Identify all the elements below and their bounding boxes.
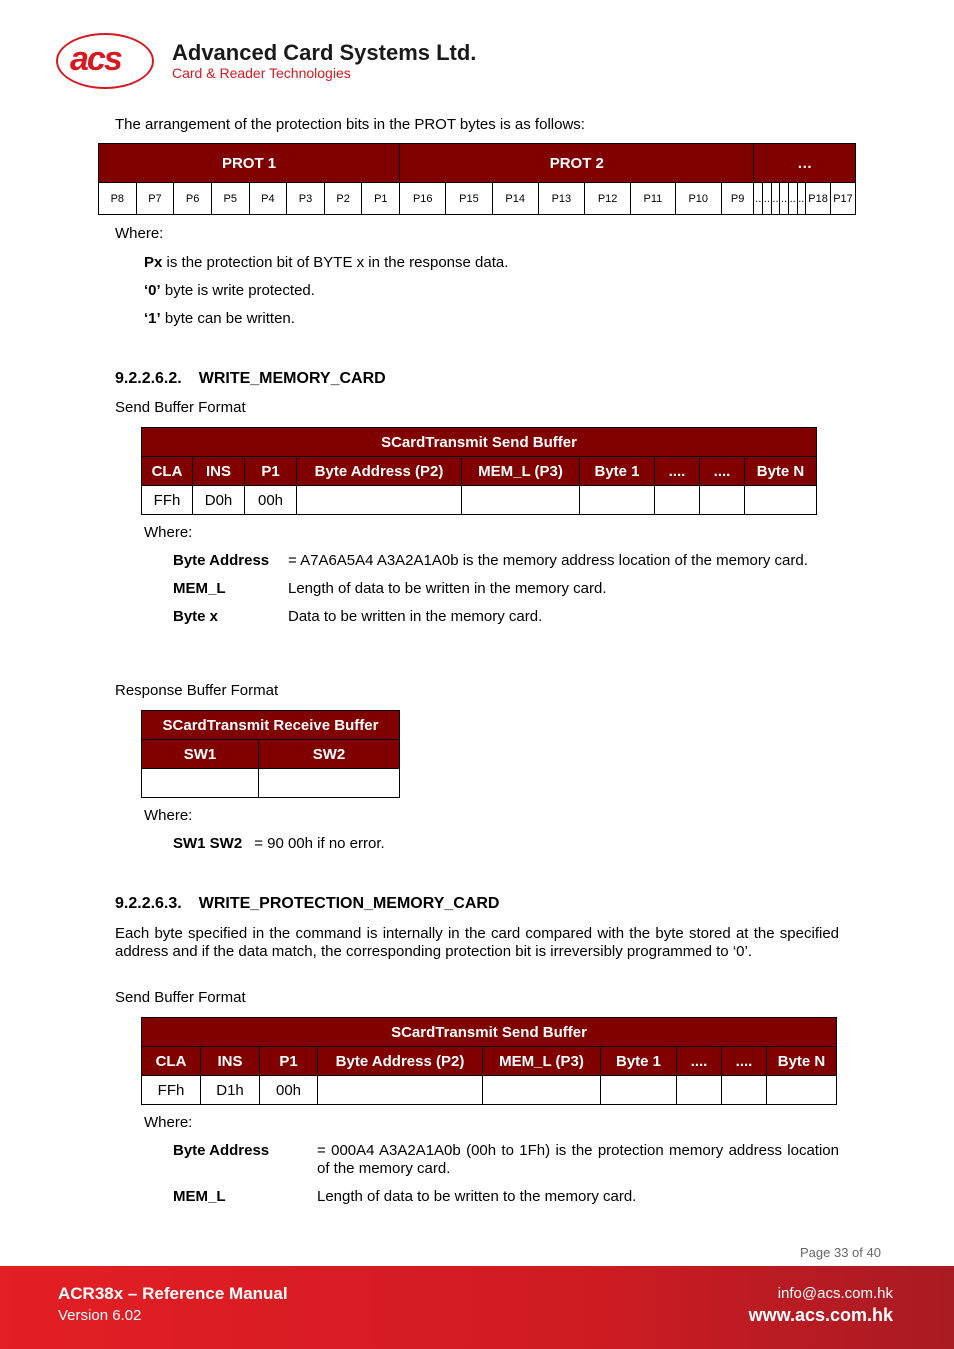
where-line-0: ‘0’ byte is write protected. — [144, 282, 315, 299]
prot-bit-cell: .. — [754, 183, 763, 215]
table-cell — [297, 486, 462, 515]
column-header: P1 — [245, 457, 297, 486]
company-tagline: Card & Reader Technologies — [172, 65, 351, 81]
table-cell — [677, 1076, 722, 1105]
table-cell — [318, 1076, 483, 1105]
send-buffer-title: SCardTransmit Send Buffer — [142, 1018, 837, 1047]
table-cell — [601, 1076, 677, 1105]
send-buffer-label: Send Buffer Format — [115, 399, 246, 416]
column-header: CLA — [142, 457, 193, 486]
prot-bit-cell: P3 — [287, 183, 325, 215]
table-cell — [483, 1076, 601, 1105]
prot-bit-cell: P17 — [830, 183, 855, 215]
prot-bit-cell: P6 — [174, 183, 212, 215]
column-header: Byte Address (P2) — [297, 457, 462, 486]
table-cell — [580, 486, 655, 515]
prot-bit-cell: P8 — [99, 183, 137, 215]
definitions-2 — [173, 1142, 839, 1206]
prot-group-3: … — [754, 144, 856, 183]
column-header: Byte 1 — [601, 1047, 677, 1076]
table-cell: FFh — [142, 1076, 201, 1105]
company-name: Advanced Card Systems Ltd. — [172, 40, 477, 65]
prot-bit-cell: P15 — [446, 183, 492, 215]
column-header: CLA — [142, 1047, 201, 1076]
cell-sw1 — [142, 769, 259, 798]
prot-bit-cell: P14 — [492, 183, 538, 215]
column-header: Byte N — [745, 457, 817, 486]
column-header: Byte Address (P2) — [318, 1047, 483, 1076]
acs-logo: acs — [70, 40, 121, 78]
section-paragraph: Each byte specified in the command is internally in the card compared with the byte stored at the specified address and if the data match, the corresponding protection bit is irreversibly programmed to ‘0’. — [115, 925, 839, 960]
column-header: .... — [700, 457, 745, 486]
column-header: .... — [655, 457, 700, 486]
col-sw2: SW2 — [259, 740, 400, 769]
receive-buffer-title: SCardTransmit Receive Buffer — [142, 711, 400, 740]
prot-bit-cell: .. — [788, 183, 797, 215]
table-cell — [767, 1076, 837, 1105]
table-cell: D1h — [201, 1076, 260, 1105]
column-header: .... — [677, 1047, 722, 1076]
definition-row: MEM_L Length of data to be written to the memory card. — [173, 1188, 637, 1205]
section-heading-write-memory: 9.2.2.6.2. WRITE_MEMORY_CARD — [115, 370, 386, 387]
prot-bit-cell: P7 — [136, 183, 174, 215]
where-label: Where: — [144, 1114, 193, 1131]
send-buffer-table-2 — [141, 1017, 837, 1105]
prot-group-1: PROT 1 — [99, 144, 400, 183]
prot-bit-cell: P18 — [806, 183, 831, 215]
footer-email-link[interactable]: info@acs.com.hk — [777, 1285, 893, 1302]
prot-bit-cell: P4 — [249, 183, 287, 215]
prot-bit-cell: P13 — [538, 183, 584, 215]
page-number: Page 33 of 40 — [800, 1245, 881, 1260]
sw-definition: SW1 SW2 = 90 00h if no error. — [173, 835, 385, 852]
column-header: Byte N — [767, 1047, 837, 1076]
table-cell: 00h — [260, 1076, 318, 1105]
definition-row: Byte Address = A7A6A5A4 A3A2A1A0b is the memory address location of the memory card. — [173, 552, 808, 569]
column-header: Byte 1 — [580, 457, 655, 486]
prot-bit-cell: P12 — [585, 183, 631, 215]
response-buffer-label: Response Buffer Format — [115, 682, 279, 699]
intro-text: The arrangement of the protection bits in the PROT bytes is as follows: — [115, 116, 585, 133]
footer-doc-title: ACR38x – Reference Manual — [58, 1284, 288, 1303]
prot-bit-cell: P10 — [675, 183, 721, 215]
prot-bit-cell: P16 — [400, 183, 446, 215]
prot-bit-cell: P11 — [631, 183, 675, 215]
table-cell — [655, 486, 700, 515]
table-cell — [745, 486, 817, 515]
definition-row: Byte Address = 000A4 A3A2A1A0b (00h to 1Fh) is the protection memory address location of the memory card. — [173, 1142, 839, 1177]
footer-version: Version 6.02 — [58, 1307, 142, 1324]
definition-row: Byte x Data to be written in the memory card. — [173, 608, 543, 625]
prot-bit-cell: P2 — [324, 183, 362, 215]
where-label: Where: — [144, 524, 193, 541]
column-header: MEM_L (P3) — [483, 1047, 601, 1076]
prot-bit-cell: P5 — [211, 183, 249, 215]
prot-bit-cell: .. — [797, 183, 806, 215]
table-cell — [722, 1076, 767, 1105]
cell-sw2 — [259, 769, 400, 798]
table-cell: FFh — [142, 486, 193, 515]
table-cell: 00h — [245, 486, 297, 515]
prot-bit-cell: .. — [771, 183, 780, 215]
where-label: Where: — [115, 225, 164, 242]
definition-row: MEM_L Length of data to be written in the memory card. — [173, 580, 607, 597]
table-cell — [462, 486, 580, 515]
where-line-px: Px is the protection bit of BYTE x in the response data. — [144, 254, 509, 271]
prot-bit-cell: P9 — [721, 183, 754, 215]
prot-bit-cell: P1 — [362, 183, 400, 215]
prot-bit-cell: .. — [780, 183, 789, 215]
table-cell: D0h — [193, 486, 245, 515]
prot-table — [98, 143, 856, 215]
footer-website-link[interactable]: www.acs.com.hk — [748, 1305, 893, 1325]
table-cell — [700, 486, 745, 515]
column-header: INS — [193, 457, 245, 486]
footer-bar — [0, 1266, 954, 1349]
column-header: MEM_L (P3) — [462, 457, 580, 486]
section-heading-write-protection: 9.2.2.6.3. WRITE_PROTECTION_MEMORY_CARD — [115, 895, 500, 912]
where-line-1: ‘1’ byte can be written. — [144, 310, 295, 327]
column-header: INS — [201, 1047, 260, 1076]
receive-buffer-table — [141, 710, 400, 798]
col-sw1: SW1 — [142, 740, 259, 769]
column-header: .... — [722, 1047, 767, 1076]
definitions-1 — [173, 552, 839, 626]
send-buffer-title: SCardTransmit Send Buffer — [142, 428, 817, 457]
where-label: Where: — [144, 807, 193, 824]
column-header: P1 — [260, 1047, 318, 1076]
prot-group-2: PROT 2 — [400, 144, 754, 183]
send-buffer-table-1 — [141, 427, 817, 515]
send-buffer-label: Send Buffer Format — [115, 989, 246, 1006]
prot-bit-cell: .. — [763, 183, 772, 215]
